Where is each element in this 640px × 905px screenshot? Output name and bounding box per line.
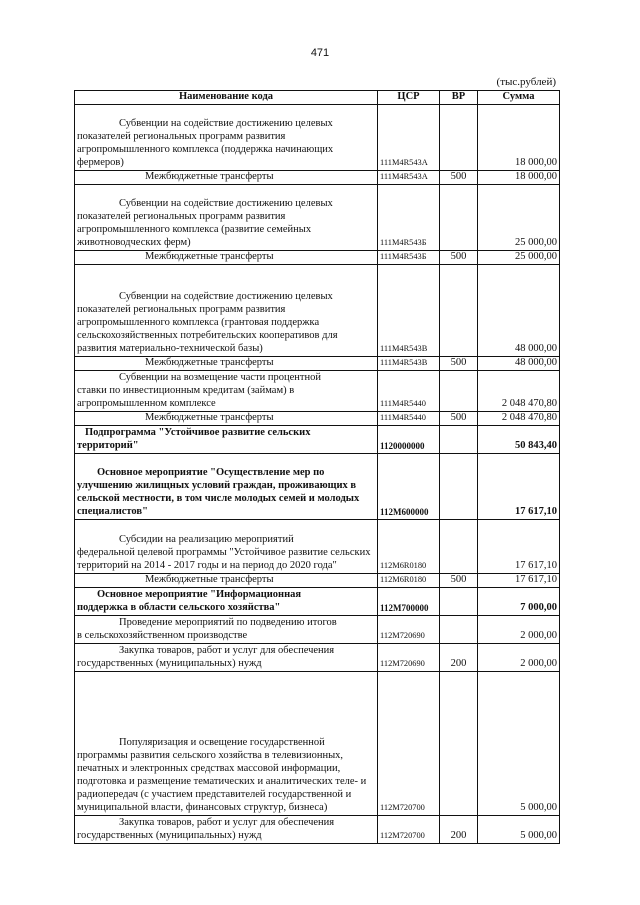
row-sum-cell: 18 000,00 [478, 105, 560, 171]
row-vr-cell [440, 264, 478, 356]
table-row [75, 519, 560, 573]
row-name-cell [75, 171, 378, 185]
table-row [75, 250, 560, 264]
row-vr-cell: 500 [440, 411, 478, 425]
header-vr: ВР [440, 91, 478, 105]
row-name-cell [75, 815, 378, 843]
row-name-cell [75, 453, 378, 519]
row-csr-cell: 112M6R0180 [378, 519, 440, 573]
row-name-first-line: Субсидии на реализацию мероприятий [119, 533, 294, 545]
row-vr-cell [440, 615, 478, 643]
row-name-first-line: Проведение мероприятий по подведению итогов [119, 616, 337, 628]
row-name-cell [75, 264, 378, 356]
page-number: 471 [310, 47, 330, 59]
row-name-rest: в сельскохозяйственном производстве [77, 629, 248, 641]
row-name-cell [75, 615, 378, 643]
row-sum-cell: 17 617,10 [478, 519, 560, 573]
row-sum-cell: 2 000,00 [478, 615, 560, 643]
row-name-first-line: Субвенции на содействие достижению целевых [119, 118, 333, 130]
row-name-rest: улучшению жилищных условий граждан, проживающих в сельской местности, в том числе молодых семей и молодых специалистов" [77, 479, 360, 517]
row-name-first-line: Популяризация и освещение государственной [119, 737, 325, 749]
row-sum-cell: 48 000,00 [478, 264, 560, 356]
row-sum-cell: 2 048 470,80 [478, 370, 560, 411]
row-name-first-line: Основное мероприятие "Информационная [97, 588, 302, 600]
row-name-cell [75, 105, 378, 171]
row-vr-cell: 500 [440, 356, 478, 370]
budget-table [74, 90, 560, 844]
row-name-cell [75, 643, 378, 671]
row-name-first-line: Межбюджетные трансферты [145, 171, 274, 182]
row-name-first-line: Межбюджетные трансферты [145, 411, 274, 423]
row-sum-cell: 50 843,40 [478, 425, 560, 453]
row-name-rest: показателей региональных программ развития агропромышленного комплекса (грантовая поддержка сельскохозяйственных потребительских кооперативов для развития материально-технической базы) [77, 304, 338, 354]
row-name-first-line: Подпрограмма "Устойчивое развитие сельских [85, 426, 311, 438]
row-vr-cell: 200 [440, 815, 478, 843]
table-row [75, 615, 560, 643]
row-name-first-line: Закупка товаров, работ и услуг для обеспечения [119, 644, 335, 656]
row-name-rest: государственных (муниципальных) нужд [77, 829, 262, 841]
row-sum-cell: 48 000,00 [478, 356, 560, 370]
row-name-cell [75, 411, 378, 425]
row-name-rest: ставки по инвестиционным кредитам (займам) в агропромышленном комплексе [77, 384, 295, 409]
table-row [75, 815, 560, 843]
row-sum-cell: 17 617,10 [478, 573, 560, 587]
row-csr-cell: 112M600000 [378, 453, 440, 519]
table-row [75, 370, 560, 411]
row-name-rest: поддержка в области сельского хозяйства" [77, 601, 281, 613]
header-name: Наименование кода [75, 91, 378, 105]
table-body [75, 105, 560, 844]
header-csr: ЦСР [378, 91, 440, 105]
row-sum-cell: 2 000,00 [478, 643, 560, 671]
table-row [75, 425, 560, 453]
row-csr-cell: 112M720690 [378, 615, 440, 643]
row-vr-cell [440, 184, 478, 250]
row-sum-cell: 17 617,10 [478, 453, 560, 519]
row-csr-cell: 111M4R5440 [378, 370, 440, 411]
row-csr-cell: 111M4R543A [378, 105, 440, 171]
row-name-rest: показателей региональных программ развития агропромышленного комплекса (поддержка начинающих фермеров) [77, 131, 334, 169]
row-name-first-line: Субвенции на возмещение части процентной [119, 372, 321, 383]
row-name-cell [75, 370, 378, 411]
row-name-first-line: Основное мероприятие "Осуществление мер по [97, 467, 325, 478]
row-name-cell [75, 519, 378, 573]
row-name-first-line: Субвенции на содействие достижению целевых [119, 198, 333, 210]
row-csr-cell: 112M720690 [378, 643, 440, 671]
row-vr-cell: 500 [440, 171, 478, 185]
row-name-cell [75, 587, 378, 615]
table-row [75, 573, 560, 587]
row-vr-cell [440, 587, 478, 615]
table-row [75, 453, 560, 519]
table-row [75, 171, 560, 185]
row-csr-cell: 112M6R0180 [378, 573, 440, 587]
row-name-first-line: Закупка товаров, работ и услуг для обеспечения [119, 816, 335, 828]
row-csr-cell: 111M4R5440 [378, 411, 440, 425]
table-header-row [75, 91, 560, 105]
row-name-cell [75, 573, 378, 587]
table-row [75, 643, 560, 671]
row-vr-cell [440, 370, 478, 411]
row-vr-cell: 500 [440, 250, 478, 264]
table-row [75, 105, 560, 171]
row-name-cell [75, 184, 378, 250]
row-vr-cell [440, 105, 478, 171]
row-name-rest: федеральной целевой программы "Устойчивое развитие сельских территорий на 2014 - 2017 годы и на период до 2020 года" [77, 546, 371, 571]
row-name-cell [75, 671, 378, 815]
row-vr-cell [440, 519, 478, 573]
row-csr-cell: 111M4R543В [378, 264, 440, 356]
row-vr-cell [440, 425, 478, 453]
row-name-rest: территорий" [77, 439, 139, 451]
row-name-cell [75, 250, 378, 264]
row-sum-cell: 5 000,00 [478, 671, 560, 815]
row-sum-cell: 25 000,00 [478, 250, 560, 264]
row-sum-cell: 2 048 470,80 [478, 411, 560, 425]
row-csr-cell: 112M720700 [378, 671, 440, 815]
row-csr-cell: 111M4R543Б [378, 184, 440, 250]
row-name-first-line: Межбюджетные трансферты [145, 356, 274, 368]
row-name-first-line: Межбюджетные трансферты [145, 250, 274, 262]
row-csr-cell: 111M4R543В [378, 356, 440, 370]
row-sum-cell: 7 000,00 [478, 587, 560, 615]
row-csr-cell: 112M700000 [378, 587, 440, 615]
row-vr-cell [440, 671, 478, 815]
row-csr-cell: 112M720700 [378, 815, 440, 843]
table-row [75, 411, 560, 425]
table-row [75, 587, 560, 615]
row-vr-cell: 500 [440, 573, 478, 587]
header-sum: Сумма [478, 91, 560, 105]
row-name-rest: показателей региональных программ развития агропромышленного комплекса (развитие семейных животноводческих ферм) [77, 211, 312, 248]
row-name-first-line: Межбюджетные трансферты [145, 573, 274, 585]
table-row [75, 671, 560, 815]
row-csr-cell: 111M4R543Б [378, 250, 440, 264]
row-vr-cell [440, 453, 478, 519]
row-csr-cell: 1120000000 [378, 425, 440, 453]
row-name-rest: государственных (муниципальных) нужд [77, 657, 262, 669]
row-sum-cell: 18 000,00 [478, 171, 560, 185]
units-label: (тыс.рублей) [496, 76, 556, 88]
row-name-first-line: Субвенции на содействие достижению целевых [119, 291, 333, 303]
row-name-cell [75, 425, 378, 453]
row-sum-cell: 25 000,00 [478, 184, 560, 250]
row-sum-cell: 5 000,00 [478, 815, 560, 843]
table-row [75, 356, 560, 370]
table-row [75, 184, 560, 250]
row-name-cell [75, 356, 378, 370]
table-row [75, 264, 560, 356]
row-vr-cell: 200 [440, 643, 478, 671]
row-csr-cell: 111M4R543A [378, 171, 440, 185]
row-name-rest: программы развития сельского хозяйства в телевизионных, печатных и электронных средствах массовой информации, подготовка и размещение тематических и аналитических теле- и радиопередач (с участием представителей государственной и муниципальной власти, финансовых структур, бизнеса) [77, 750, 367, 813]
